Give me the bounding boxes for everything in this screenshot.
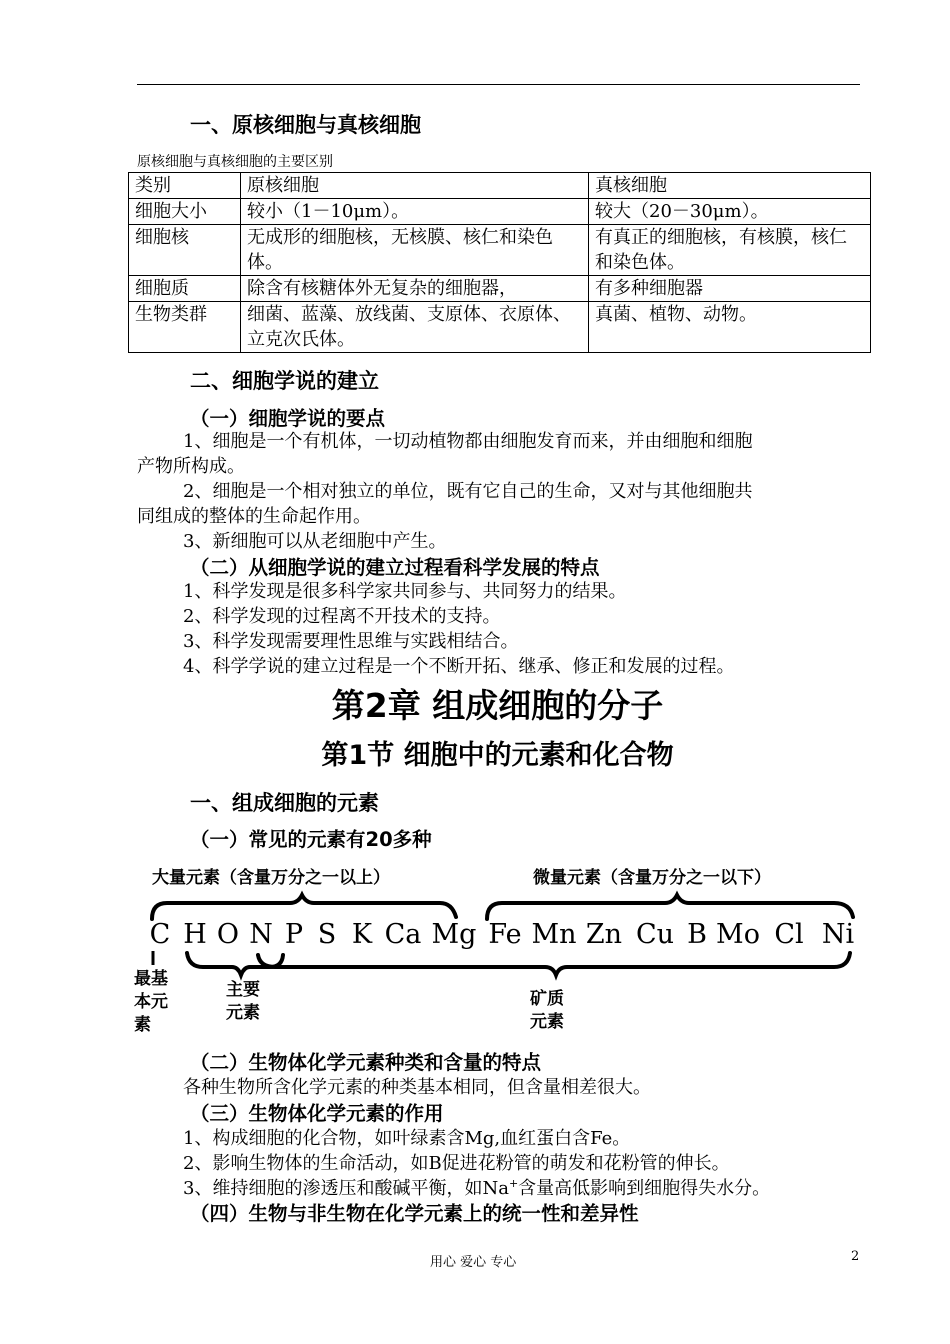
mineral-elements-brace bbox=[258, 953, 850, 975]
superscript-plus: + bbox=[508, 1177, 519, 1190]
list-item: 1、科学发现是很多科学家共同参与、共同努力的结果。 bbox=[183, 581, 627, 602]
list-item: 2、科学发现的过程离不开技术的支持。 bbox=[183, 606, 501, 627]
table-cell: 较大（20－30μm）。 bbox=[589, 199, 871, 225]
table-cell: 有多种细胞器 bbox=[589, 276, 871, 302]
basic-element-label: 最基 bbox=[134, 969, 168, 989]
major-elements-brace bbox=[152, 895, 456, 919]
comparison-table bbox=[128, 172, 871, 353]
paragraph-line: 2、细胞是一个相对独立的单位，既有它自己的生命，又对与其他细胞共 bbox=[183, 481, 753, 502]
paragraph-line: 产物所构成。 bbox=[137, 456, 245, 477]
table-header-cell: 真核细胞 bbox=[589, 173, 871, 199]
section-title: 第1节 细胞中的元素和化合物 bbox=[321, 740, 674, 771]
table-cell: 较小（1－10μm）。 bbox=[241, 199, 589, 225]
list-item: 3、科学发现需要理性思维与实践相结合。 bbox=[183, 631, 519, 652]
element-symbol: Mn bbox=[531, 919, 577, 950]
element-symbol: Ni bbox=[821, 919, 855, 950]
table-header-cell: 类别 bbox=[129, 173, 241, 199]
table-row bbox=[129, 302, 871, 353]
basic-element-label: 本元 bbox=[134, 992, 168, 1012]
paragraph-line: 各种生物所含化学元素的种类基本相同，但含量相差很大。 bbox=[183, 1077, 651, 1098]
paragraph-line: 同组成的整体的生命起作用。 bbox=[137, 506, 371, 527]
list-item: 2、影响生物体的生命活动，如B促进花粉管的萌发和花粉管的伸长。 bbox=[183, 1153, 730, 1174]
heading-prokaryote-eukaryote: 一、原核细胞与真核细胞 bbox=[190, 113, 421, 137]
trace-elements-label: 微量元素（含量万分之一以下） bbox=[533, 868, 771, 888]
subheading-unity-difference: （四）生物与非生物在化学元素上的统一性和差异性 bbox=[190, 1202, 639, 1225]
subheading-common-elements: （一）常见的元素有20多种 bbox=[190, 828, 432, 851]
element-symbol: Cu bbox=[635, 919, 675, 950]
element-symbol: B bbox=[687, 919, 707, 950]
basic-element-label: 素 bbox=[134, 1015, 151, 1035]
element-symbol: C bbox=[149, 919, 171, 950]
table-row bbox=[129, 276, 871, 302]
major-elements-label: 大量元素（含量万分之一以上） bbox=[152, 868, 390, 888]
trace-elements-brace bbox=[487, 895, 853, 919]
table-cell: 生物类群 bbox=[129, 302, 241, 353]
element-symbol: H bbox=[183, 919, 207, 950]
element-symbol: N bbox=[249, 919, 273, 950]
element-symbol: Ca bbox=[384, 919, 422, 950]
heading-cell-elements: 一、组成细胞的元素 bbox=[190, 791, 379, 815]
element-symbol: P bbox=[284, 919, 304, 950]
element-diagram bbox=[0, 855, 950, 1045]
mineral-element-label: 元素 bbox=[530, 1012, 564, 1032]
main-element-label: 主要 bbox=[226, 980, 260, 1000]
main-elements-brace bbox=[187, 953, 283, 975]
table-cell: 除含有核糖体外无复杂的细胞器， bbox=[241, 276, 589, 302]
element-symbol: Fe bbox=[488, 919, 522, 950]
element-symbol: Mo bbox=[716, 919, 760, 950]
element-symbol: Cl bbox=[774, 919, 804, 950]
table-cell: 细菌、蓝藻、放线菌、支原体、衣原体、立克次氏体。 bbox=[241, 302, 589, 353]
list-item bbox=[183, 1174, 770, 1200]
table-cell: 细胞核 bbox=[129, 225, 241, 276]
chapter-title: 第2章 组成细胞的分子 bbox=[331, 686, 664, 725]
table-header-cell: 原核细胞 bbox=[241, 173, 589, 199]
paragraph-line: 1、细胞是一个有机体，一切动植物都由细胞发育而来，并由细胞和细胞 bbox=[183, 431, 753, 452]
header-rule bbox=[137, 84, 860, 85]
element-symbol: K bbox=[351, 919, 373, 950]
table-cell: 无成形的细胞核，无核膜、核仁和染色体。 bbox=[241, 225, 589, 276]
main-element-label: 元素 bbox=[226, 1003, 260, 1023]
table-header-row bbox=[129, 173, 871, 199]
table-cell: 有真正的细胞核，有核膜，核仁和染色体。 bbox=[589, 225, 871, 276]
list-item-text: 3、维持细胞的渗透压和酸碱平衡，如Na bbox=[183, 1178, 509, 1199]
subheading-element-characteristics: （二）生物体化学元素种类和含量的特点 bbox=[190, 1051, 542, 1074]
page-number: 2 bbox=[851, 1249, 860, 1264]
element-symbol: Zn bbox=[585, 919, 623, 950]
page-footer: 用心 爱心 专心 bbox=[430, 1255, 517, 1270]
element-symbol: O bbox=[216, 919, 240, 950]
element-symbol: Mg bbox=[431, 919, 477, 950]
list-item: 1、构成细胞的化合物，如叶绿素含Mg,血红蛋白含Fe。 bbox=[183, 1128, 631, 1149]
table-cell: 细胞质 bbox=[129, 276, 241, 302]
subheading-element-functions: （三）生物体化学元素的作用 bbox=[190, 1102, 444, 1125]
element-symbols bbox=[150, 919, 855, 950]
table-caption: 原核细胞与真核细胞的主要区别 bbox=[137, 154, 333, 170]
heading-cell-theory: 二、细胞学说的建立 bbox=[190, 369, 379, 393]
subheading-science-features: （二）从细胞学说的建立过程看科学发展的特点 bbox=[190, 556, 600, 579]
paragraph-line: 3、新细胞可以从老细胞中产生。 bbox=[183, 531, 447, 552]
table-cell: 真菌、植物、动物。 bbox=[589, 302, 871, 353]
list-item-text: 含量高低影响到细胞得失水分。 bbox=[518, 1178, 771, 1199]
subheading-cell-theory-points: （一）细胞学说的要点 bbox=[190, 407, 386, 430]
list-item: 4、科学学说的建立过程是一个不断开拓、继承、修正和发展的过程。 bbox=[183, 656, 735, 677]
table-row bbox=[129, 225, 871, 276]
element-symbol: S bbox=[317, 919, 337, 950]
table-cell: 细胞大小 bbox=[129, 199, 241, 225]
mineral-element-label: 矿质 bbox=[530, 989, 564, 1009]
table-row bbox=[129, 199, 871, 225]
